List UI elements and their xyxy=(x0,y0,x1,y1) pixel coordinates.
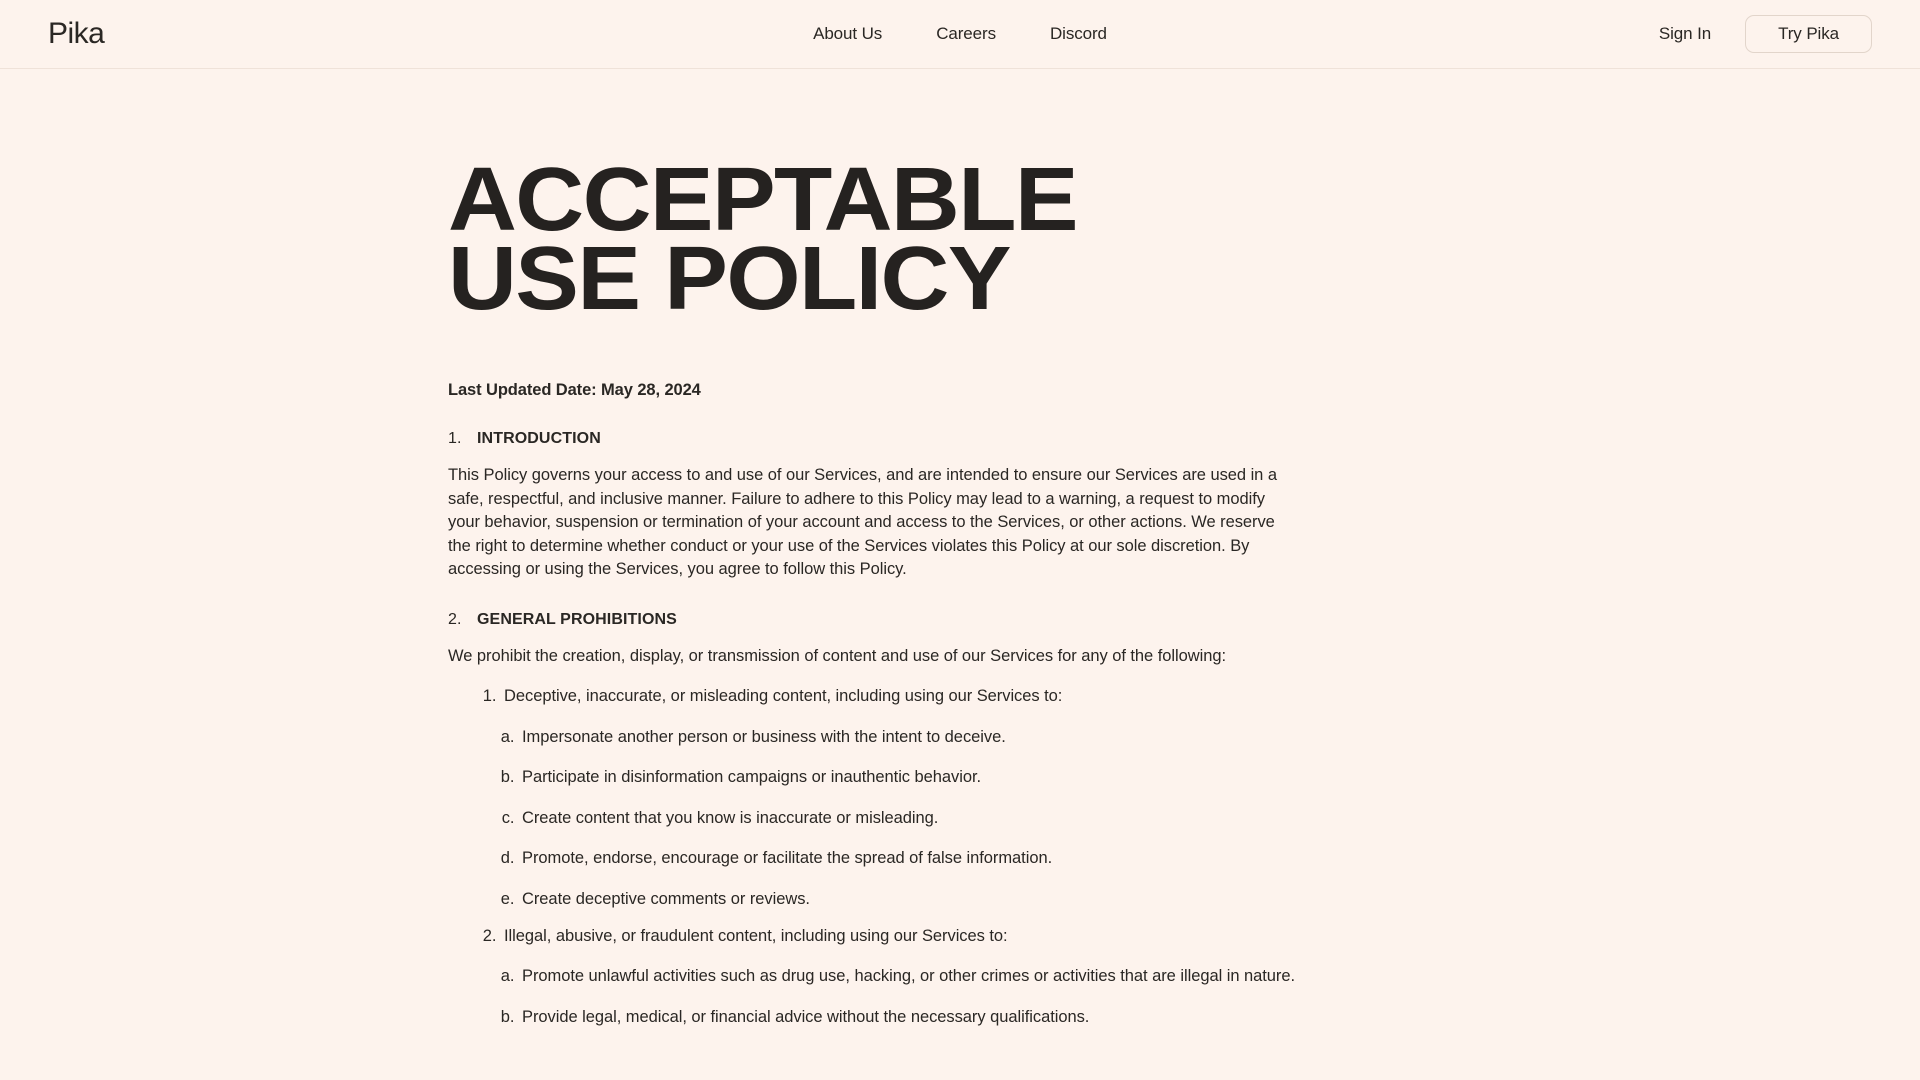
nav-link-discord[interactable]: Discord xyxy=(1049,24,1107,43)
list-item: b. Provide legal, medical, or financial advice without the necessary qualifications. xyxy=(519,1006,1520,1029)
list-item: b. Participate in disinformation campaigns or inauthentic behavior. xyxy=(519,766,1520,789)
list-item-text: Illegal, abusive, or fraudulent content, including using our Services to: xyxy=(504,926,1008,945)
list-item: e. Create deceptive comments or reviews. xyxy=(519,888,1520,911)
section-paragraph-general-prohibitions: We prohibit the creation, display, or transmission of content and use of our Services for any of the following: xyxy=(448,647,1226,666)
list-item xyxy=(501,925,1520,1029)
page-title: ACCEPTABLE USE POLICY xyxy=(448,150,1077,330)
header-actions xyxy=(1659,15,1872,53)
last-updated-date: Last Updated Date: May 28, 2024 xyxy=(448,381,701,400)
nav-link-careers[interactable]: Careers xyxy=(936,24,996,43)
list-item: a. Impersonate another person or business with the intent to deceive. xyxy=(519,726,1520,749)
try-pika-button[interactable]: Try Pika xyxy=(1745,15,1872,53)
primary-navigation xyxy=(0,24,1920,44)
section-title: INTRODUCTION xyxy=(477,430,601,448)
section-number: 2. xyxy=(448,611,462,629)
prohibitions-sublist xyxy=(504,965,1520,1029)
brand-logo[interactable]: Pika xyxy=(48,17,105,50)
policy-page xyxy=(0,69,1920,1029)
list-item: c. Create content that you know is inaccurate or misleading. xyxy=(519,807,1520,830)
section-heading-general-prohibitions xyxy=(448,611,1520,629)
section-paragraph-introduction: This Policy governs your access to and use of our Services, and are intended to ensure our Services are used in a safe, respectful, and inclusive manner. Failure to adhere to this Policy may lead to a warning, a request to modify your behavior, suspension or termination of your account and access to the Services, or other actions. We reserve the right to determine whether conduct or your use of the Services violates this Policy at our sole discretion. By accessing or using the Services, you agree to follow this Policy. xyxy=(448,466,1277,579)
list-item: d. Promote, endorse, encourage or facilitate the spread of false information. xyxy=(519,847,1520,870)
nav-link-about-us[interactable]: About Us xyxy=(813,24,883,43)
list-item xyxy=(501,685,1520,911)
list-item: a. Promote unlawful activities such as drug use, hacking, or other crimes or activities that are illegal in nature. xyxy=(519,965,1520,988)
section-heading-introduction xyxy=(448,430,1520,448)
section-title: GENERAL PROHIBITIONS xyxy=(477,611,677,629)
list-item-text: Deceptive, inaccurate, or misleading content, including using our Services to: xyxy=(504,687,1063,706)
prohibitions-sublist xyxy=(504,726,1520,911)
section-number: 1. xyxy=(448,430,462,448)
prohibitions-list xyxy=(448,685,1520,1029)
site-header xyxy=(0,0,1920,69)
sign-in-link[interactable]: Sign In xyxy=(1658,24,1712,43)
